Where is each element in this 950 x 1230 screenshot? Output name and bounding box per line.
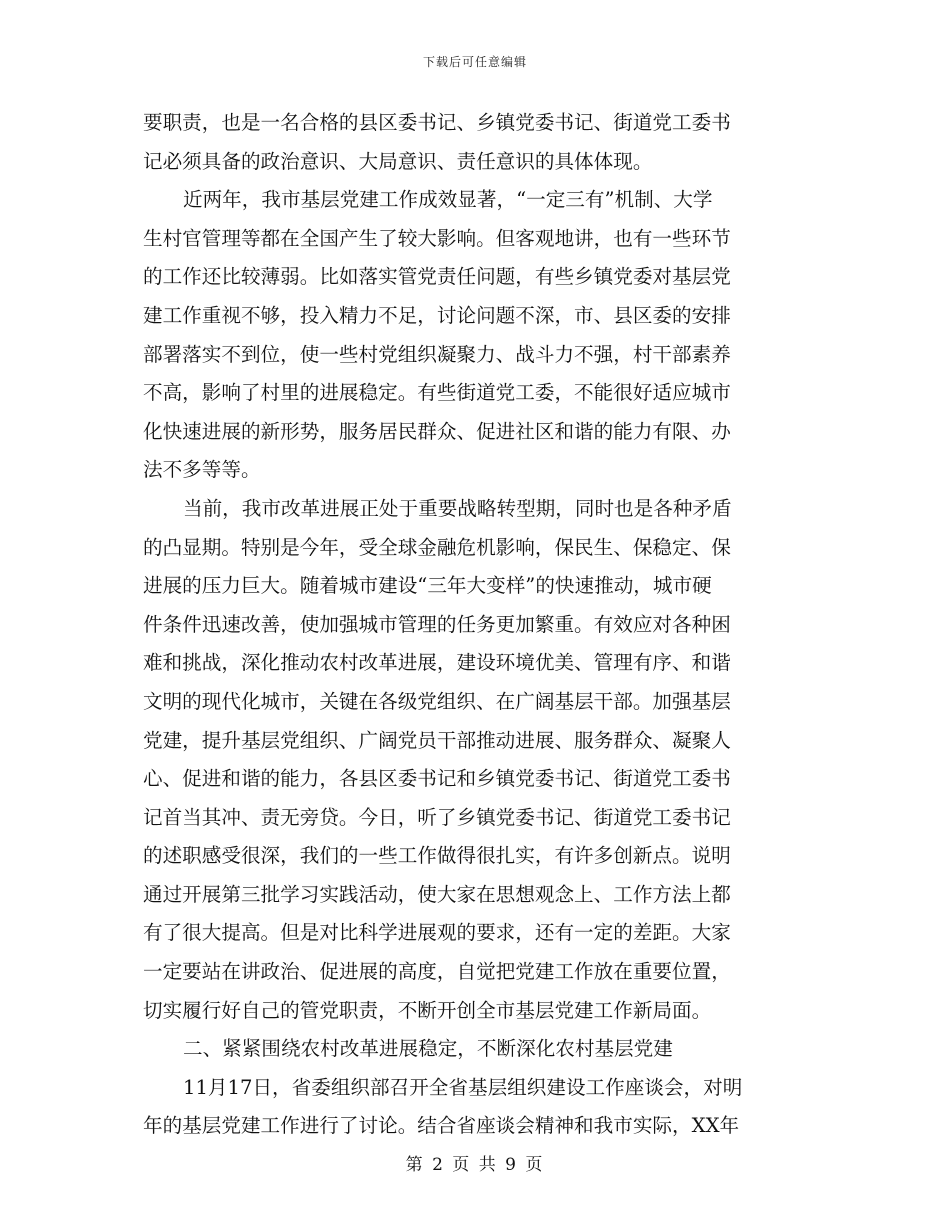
text-line: 件条件迅速改善，使加强城市管理的任务更加繁重。有效应对各种困 [143, 612, 731, 636]
text-line: 化快速进展的新形势，服务居民群众、促进社区和谐的能力有限、办 [143, 419, 731, 443]
text-line: 难和挑战，深化推动农村改革进展，建设环境优美、管理有序、和谐 [143, 651, 731, 675]
text-line: 文明的现代化城市，关键在各级党组织、在广阔基层干部。加强基层 [143, 689, 731, 713]
text-line: 部署落实不到位，使一些村党组织凝聚力、战斗力不强，村干部素养 [143, 342, 731, 366]
page-header: 下载后可任意编辑 [422, 55, 527, 69]
paragraph-start-line: 近两年，我市基层党建工作成效显著，“一定三有”机制、大学 [183, 188, 713, 212]
document-body [143, 104, 807, 1146]
text-line: 进展的压力巨大。随着城市建设“三年大变样”的快速推动，城市硬 [143, 574, 712, 598]
text-line: 建工作重视不够，投入精力不足，讨论问题不深，市、县区委的安排 [143, 303, 731, 327]
page-number-footer: 第 2 页 共 9 页 [405, 1155, 545, 1175]
text-line: 切实履行好自己的管党职责，不断开创全市基层党建工作新局面。 [143, 998, 712, 1022]
paragraph-start-line: 11月17日，省委组织部召开全省基层组织建设工作座谈会，对明 [183, 1075, 743, 1099]
text-line: 的述职感受很深，我们的一些工作做得很扎实，有许多创新点。说明 [143, 844, 731, 868]
text-line: 生村官管理等都在全国产生了较大影响。但客观地讲，也有一些环节 [143, 226, 731, 250]
section-heading: 二、紧紧围绕农村改革进展稳定，不断深化农村基层党建 [183, 1037, 673, 1061]
text-line: 记必须具备的政治意识、大局意识、责任意识的具体体现。 [143, 149, 653, 173]
text-line: 一定要站在讲政治、促进展的高度，自觉把党建工作放在重要位置， [143, 960, 731, 984]
text-line: 年的基层党建工作进行了讨论。结合省座谈会精神和我市实际，XX年 [143, 1114, 740, 1138]
text-line: 要职责，也是一名合格的县区委书记、乡镇党委书记、街道党工委书 [143, 111, 731, 134]
text-line: 法不多等等。 [143, 458, 261, 482]
text-line: 的凸显期。特别是今年，受全球金融危机影响，保民生、保稳定、保 [143, 535, 731, 559]
text-line: 的工作还比较薄弱。比如落实管党责任问题，有些乡镇党委对基层党 [143, 265, 731, 289]
text-line: 通过开展第三批学习实践活动，使大家在思想观念上、工作方法上都 [143, 882, 731, 906]
text-line: 记首当其冲、责无旁贷。今日，听了乡镇党委书记、街道党工委书记 [143, 805, 731, 829]
text-line: 不高，影响了村里的进展稳定。有些街道党工委，不能很好适应城市 [143, 381, 731, 405]
text-line: 有了很大提高。但是对比科学进展观的要求，还有一定的差距。大家 [143, 921, 731, 945]
text-line: 党建，提升基层党组织、广阔党员干部推动进展、服务群众、凝聚人 [143, 728, 731, 752]
text-line: 心、促进和谐的能力，各县区委书记和乡镇党委书记、街道党工委书 [143, 767, 731, 791]
paragraph-start-line: 当前，我市改革进展正处于重要战略转型期，同时也是各种矛盾 [183, 496, 732, 520]
